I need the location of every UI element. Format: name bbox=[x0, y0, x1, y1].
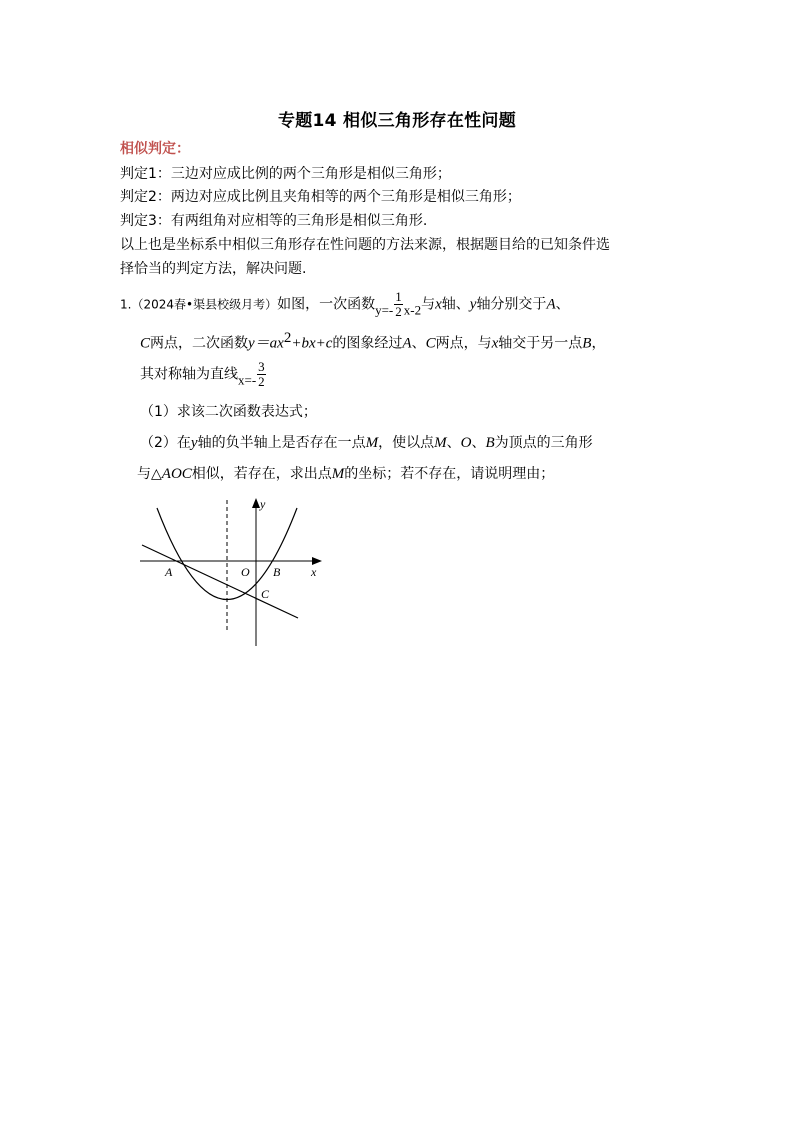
problem-line-1: 1.（2024春•渠县校级月考）如图，一次函数y=- $\frac{1}{2}$ x-2与x轴、y轴分别交于A、 bbox=[120, 289, 570, 319]
label-point-c: C bbox=[261, 587, 270, 601]
page-title: 专题14 相似三角形存在性问题 bbox=[277, 111, 517, 131]
problem-source: （2024春•渠县校级月考） bbox=[131, 297, 278, 312]
question-2-line-1: （2）在y轴的负半轴上是否存在一点M，使以点M、O、B为顶点的三角形 bbox=[140, 435, 593, 451]
equation-quadratic: y＝ax bbox=[248, 335, 284, 352]
rule-2: 判定2：两边对应成比例且夹角相等的两个三角形是相似三角形； bbox=[120, 189, 521, 205]
y-axis-arrow-icon bbox=[252, 498, 260, 508]
rule-1: 判定1：三边对应成比例的两个三角形是相似三角形； bbox=[120, 166, 451, 182]
coordinate-figure bbox=[130, 492, 330, 652]
rule-3: 判定3：有两组角对应相等的三角形是相似三角形. bbox=[120, 213, 428, 229]
x-axis-arrow-icon bbox=[312, 557, 322, 565]
intro-line-1: 以上也是坐标系中相似三角形存在性问题的方法来源，根据题目给的已知条件选 bbox=[120, 237, 610, 253]
label-point-a: A bbox=[165, 565, 173, 579]
fraction-one-half: $\frac{1}{2}$ bbox=[395, 289, 402, 319]
label-y: y bbox=[260, 497, 266, 511]
problem-line-3: 其对称轴为直线x=- $\frac{3}{2}$ bbox=[140, 359, 265, 389]
equation-linear: y=- bbox=[375, 302, 394, 318]
question-1: （1）求该二次函数表达式； bbox=[140, 404, 317, 420]
label-point-b: B bbox=[273, 565, 281, 579]
question-2-line-2: 与△AOC相似，若存在，求出点M的坐标；若不存在，请说明理由； bbox=[137, 466, 555, 482]
linear-function-line bbox=[142, 545, 298, 618]
label-point-o: O bbox=[241, 565, 250, 579]
intro-line-2: 择恰当的判定方法，解决问题. bbox=[120, 261, 307, 277]
section-heading: 相似判定： bbox=[120, 141, 190, 157]
fraction-three-halves: $\frac{3}{2}$ bbox=[258, 359, 265, 389]
problem-number: 1. bbox=[120, 297, 132, 312]
equation-axis: x=- bbox=[238, 372, 257, 388]
label-x: x bbox=[311, 565, 317, 579]
problem-line-2: C两点，二次函数$y=ax^2+bx+c$的图象经过A、C两点，与x轴交于另一点B， bbox=[140, 330, 606, 352]
